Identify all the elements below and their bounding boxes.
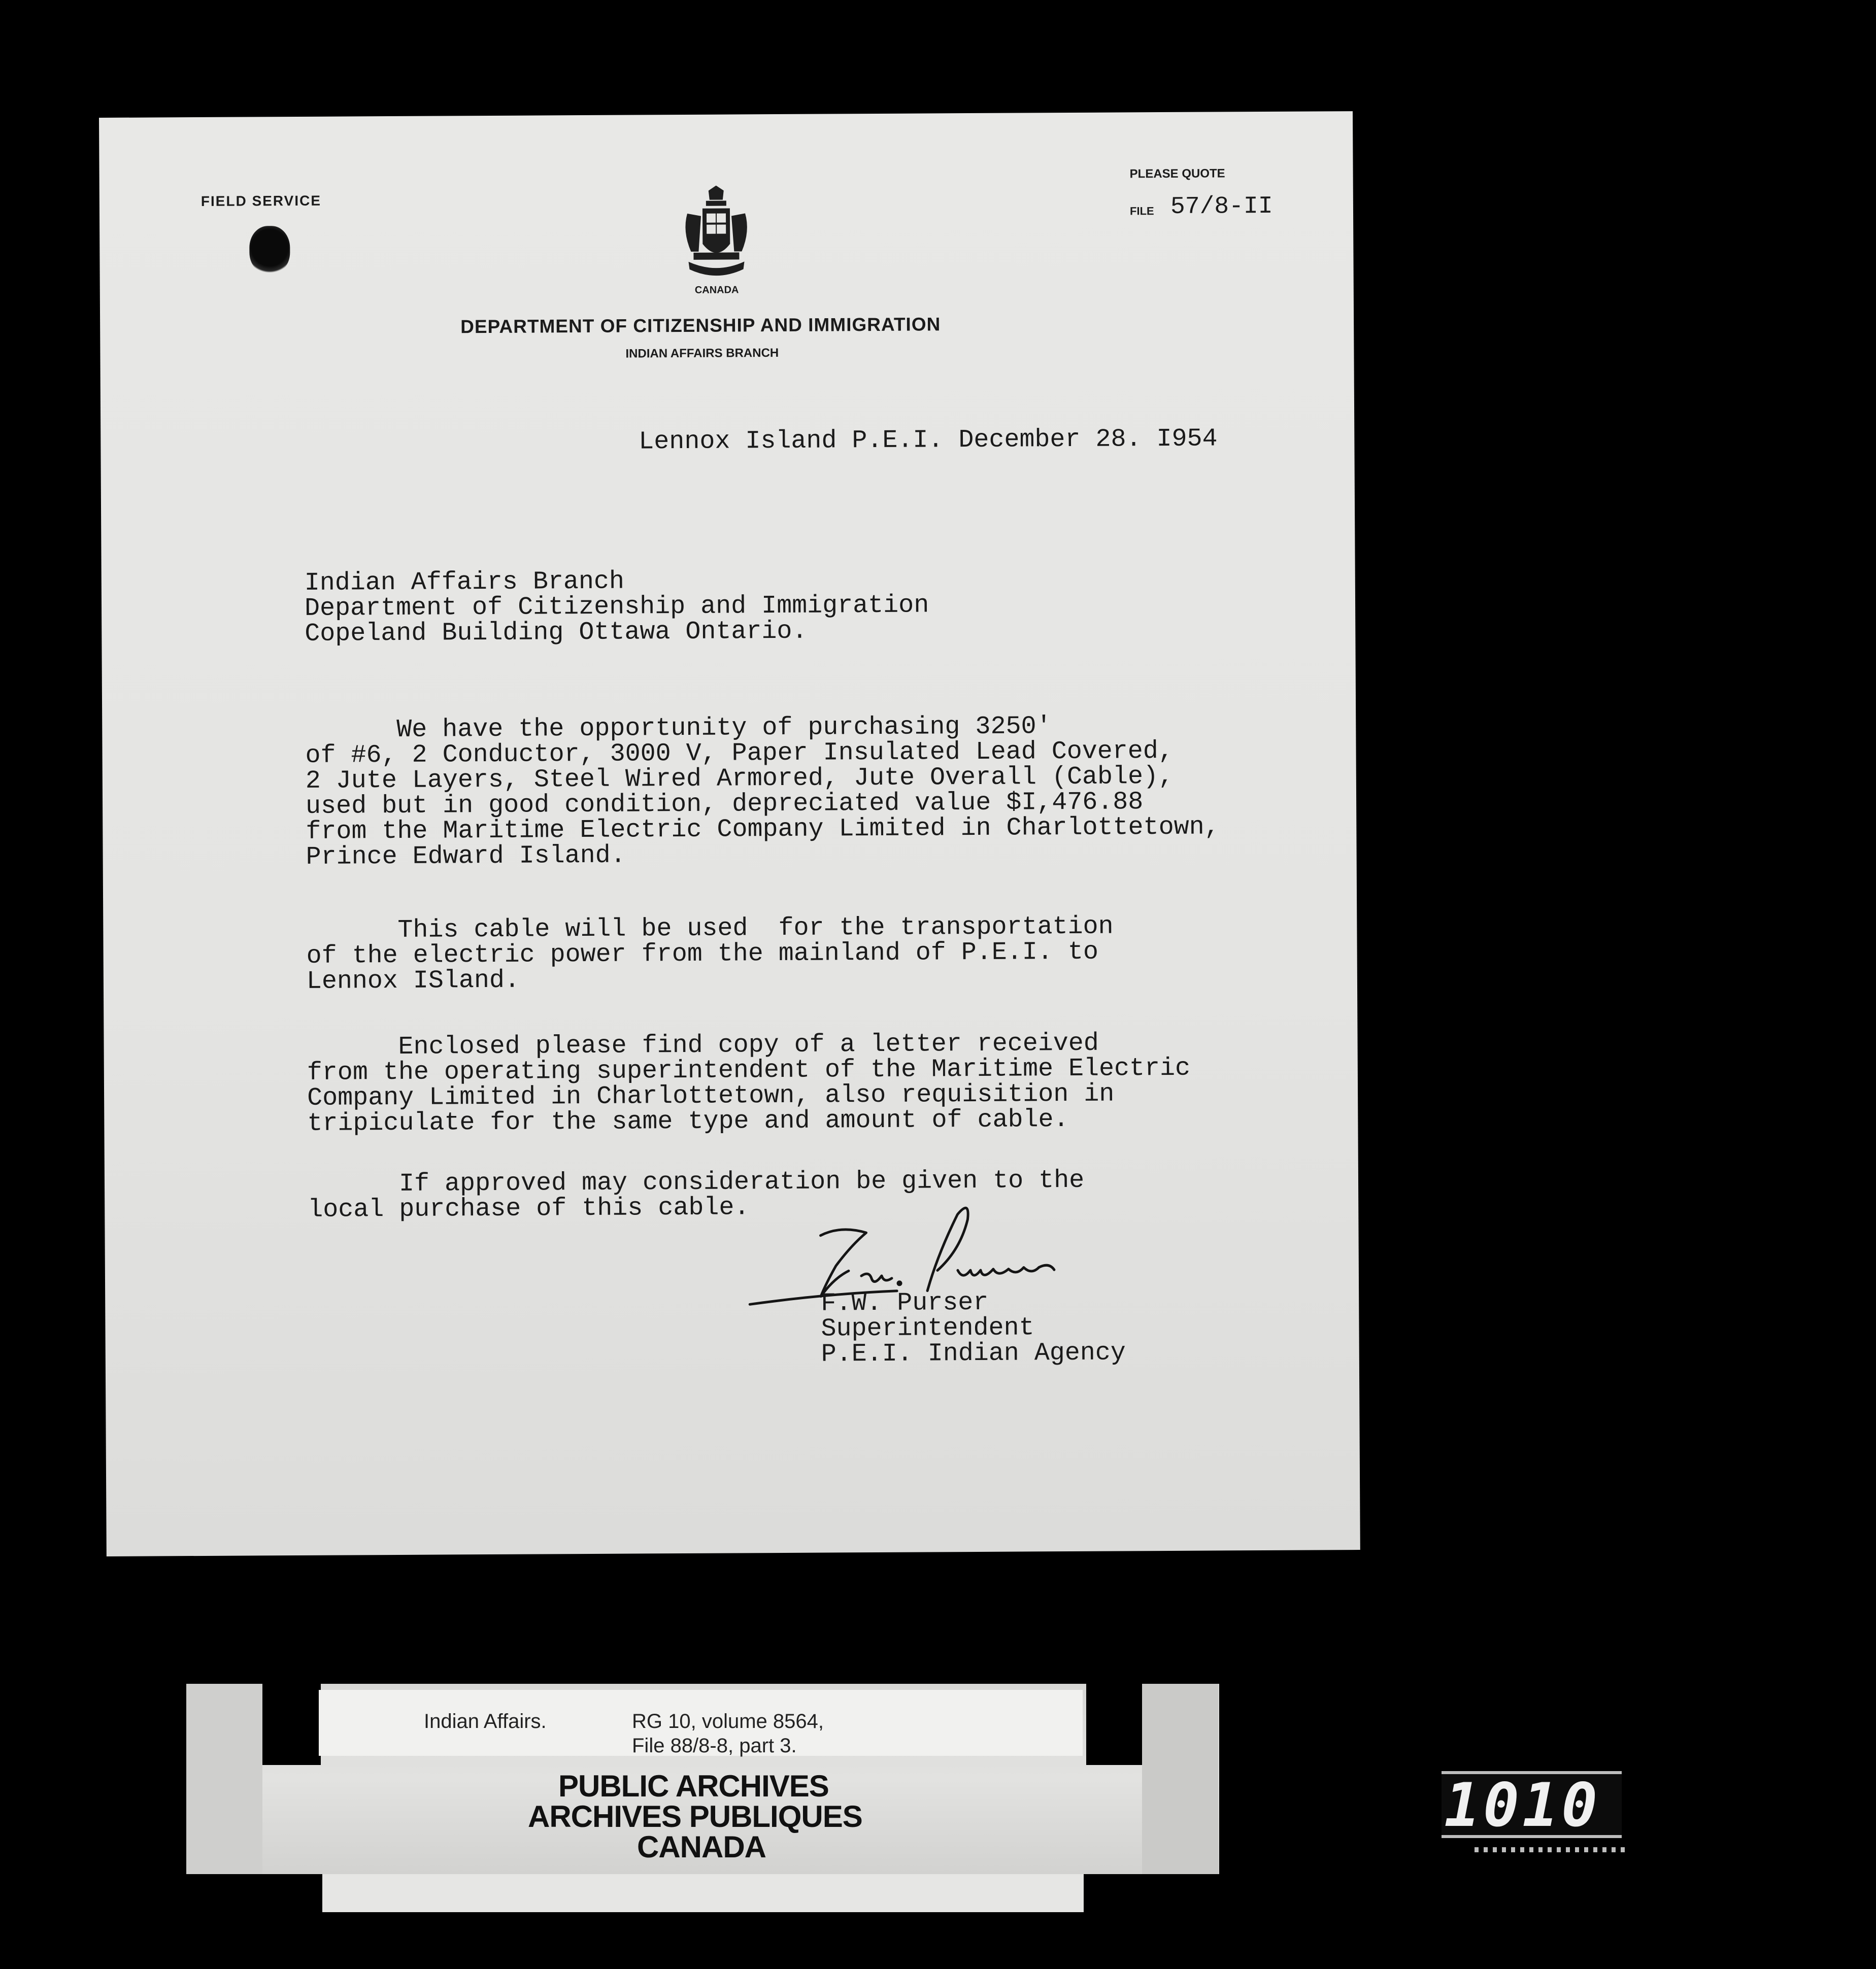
body-line: If approved may consideration be given to the (398, 1166, 1085, 1199)
signatory-name: F.W. Purser (821, 1288, 989, 1318)
strip-bottom-tab (322, 1874, 1084, 1912)
body-line: Prince Edward Island. (306, 841, 626, 872)
punch-hole (249, 226, 290, 274)
strip-notch (262, 1684, 321, 1765)
body-line: 2 Jute Layers, Steel Wired Armored, Jute Overall (Cable), (305, 762, 1174, 796)
signatory-title: Superintendent (821, 1313, 1034, 1344)
address-line: Department of Citizenship and Immigration (304, 591, 929, 623)
address-line: Copeland Building Ottawa Ontario. (305, 617, 808, 649)
body-line: Company Limited in Charlottetown, also requisition in (307, 1079, 1115, 1113)
frame-counter-number: 1010 (1444, 1770, 1601, 1840)
file-number: 57/8-II (1170, 192, 1273, 221)
archive-country: CANADA (637, 1830, 766, 1864)
crest-caption: CANADA (694, 284, 739, 296)
body-line: of #6, 2 Conductor, 3000 V, Paper Insulated Lead Covered, (305, 736, 1174, 770)
frame-counter-ticks (1475, 1847, 1627, 1852)
file-label: FILE (1129, 205, 1154, 218)
address-line: Indian Affairs Branch (304, 567, 625, 598)
letter-sheet (99, 111, 1360, 1556)
body-line: from the operating superintendent of the Maritime Electric (307, 1054, 1191, 1088)
strip-left-tab (186, 1684, 262, 1874)
archive-file: File 88/8-8, part 3. (632, 1735, 797, 1757)
body-line: local purchase of this cable. (308, 1193, 750, 1225)
signatory-agency: P.E.I. Indian Agency (821, 1338, 1126, 1369)
date-line: Lennox Island P.E.I. December 28. I954 (639, 424, 1218, 457)
body-line: of the electric power from the mainland of P.E.I. to (306, 937, 1099, 971)
please-quote-label: PLEASE QUOTE (1129, 166, 1225, 181)
body-line: tripiculate for the same type and amount of cable. (307, 1105, 1069, 1138)
archive-name-fr: ARCHIVES PUBLIQUES (528, 1800, 862, 1834)
strip-right-tab (1142, 1684, 1218, 1874)
body-line: used but in good condition, depreciated value $I,476.88 (305, 788, 1144, 821)
body-line: We have the opportunity of purchasing 3250' (396, 712, 1052, 744)
body-line: Lennox ISland. (306, 966, 520, 996)
branch-title: INDIAN AFFAIRS BRANCH (625, 346, 779, 361)
archive-name-en: PUBLIC ARCHIVES (558, 1769, 829, 1803)
canada-coat-of-arms-icon (678, 185, 755, 287)
strip-notch (1086, 1684, 1142, 1765)
archive-reference: RG 10, volume 8564, (632, 1710, 824, 1733)
body-line: from the Maritime Electric Company Limited in Charlottetown, (306, 812, 1220, 846)
archive-fonds: Indian Affairs. (424, 1710, 547, 1733)
body-line: Enclosed please find copy of a letter received (398, 1029, 1099, 1062)
field-service-label: FIELD SERVICE (200, 192, 322, 209)
department-title: DEPARTMENT OF CITIZENSHIP AND IMMIGRATION (460, 314, 941, 337)
body-line: This cable will be used for the transportation (397, 912, 1114, 945)
